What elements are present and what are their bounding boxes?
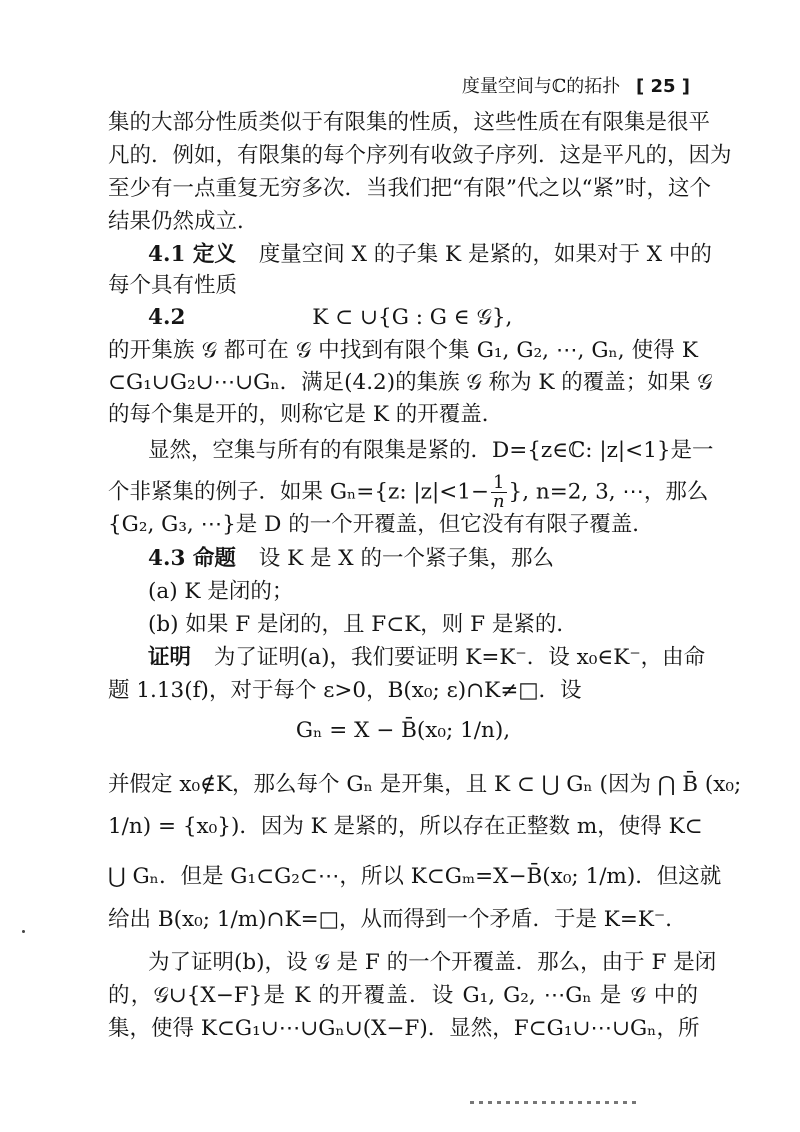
text-line: 结果仍然成立．	[108, 209, 259, 234]
text-line-with-fraction	[108, 472, 709, 512]
text-line: 凡的．例如，有限集的每个序列有收敛子序列．这是平凡的，因为	[108, 143, 732, 168]
display-equation: Gₙ = X − B̄(x₀; 1/n),	[295, 718, 511, 743]
text-line: 为了证明(b)，设 𝒢 是 F 的一个开覆盖．那么，由于 F 是闭	[148, 950, 717, 975]
proposition-item-b: (b) 如果 F 是闭的，且 F⊂K，则 F 是紧的．	[148, 612, 578, 637]
text-line: 集的大部分性质类似于有限集的性质，这些性质在有限集是很平	[108, 110, 711, 135]
equation-label: 4.2	[148, 305, 186, 330]
text-run: {z: |z|<1−	[374, 479, 489, 505]
text-line: 集，使得 K⊂G₁∪⋯∪Gₙ∪(X−F)．显然，F⊂G₁∪⋯∪Gₙ，所	[108, 1016, 700, 1041]
text-line: 至少有一点重复无穷多次．当我们把“有限”代之以“紧”时，这个	[108, 176, 711, 201]
proposition-item-a: (a) K 是闭的；	[148, 579, 294, 604]
text-line: 的开集族 𝒢 都可在 𝒢 中找到有限个集 G₁, G₂, ⋯, Gₙ, 使得 K	[108, 338, 698, 363]
text-line: 题 1.13(f)，对于每个 ε>0，B(x₀; ε)∩K≠□．设	[108, 678, 582, 703]
text-line: {G₂, G₃, ⋯}是 D 的一个开覆盖，但它没有有限子覆盖．	[108, 512, 654, 537]
definition-line	[148, 240, 712, 270]
text-line: ⋃ Gₙ．但是 G₁⊂G₂⊂⋯，所以 K⊂Gₘ=X−B̄(x₀; 1/m)．但这就	[108, 864, 722, 889]
text-line: 1/n) = {x₀})．因为 K 是紧的，所以存在正整数 m，使得 K⊂	[108, 814, 703, 839]
page-number: [ 25 ]	[635, 76, 690, 97]
running-header	[462, 72, 690, 98]
text-line: 的，𝒢∪{X−F}是 K 的开覆盖．设 G₁, G₂, ⋯Gₙ 是 𝒢 中的	[108, 983, 698, 1008]
header-title: 度量空间与ℂ的拓扑	[461, 76, 621, 97]
proof-text: 为了证明(a)，我们要证明 K=K⁻．设 x₀∈K⁻，由命	[213, 645, 706, 670]
proof-line	[148, 643, 706, 673]
proposition-line	[148, 544, 698, 574]
text-run: 个非紧集的例子．如果 Gₙ=	[108, 479, 375, 505]
proof-label: 证明	[148, 645, 192, 670]
text-line: 的每个集是开的，则称它是 K 的开覆盖．	[108, 402, 504, 427]
text-line: 显然，空集与所有的有限集是紧的．D={z∈ℂ: |z|<1}是一	[148, 438, 714, 463]
text-line: 并假定 x₀∉K，那么每个 Gₙ 是开集，且 K ⊂ ⋃ Gₙ (因为 ⋂ B̄ (x₀;	[108, 772, 742, 797]
text-run: }, n=2, 3, ⋯，那么	[508, 479, 709, 505]
scan-artifact	[470, 1101, 640, 1104]
fraction: $\frac{1}{n}$	[492, 472, 505, 512]
proposition-text: 设 K 是 X 的一个紧子集，那么	[258, 546, 554, 571]
text-line: 给出 B(x₀; 1/m)∩K=□，从而得到一个矛盾．于是 K=K⁻．	[108, 907, 687, 932]
equation-body: K ⊂ ∪{G : G ∈ 𝒢},	[312, 305, 513, 330]
definition-label: 4.1 定义	[148, 242, 236, 267]
definition-text: 度量空间 X 的子集 K 是紧的，如果对于 X 中的	[258, 242, 712, 267]
text-line: 每个具有性质	[108, 273, 238, 298]
equation-4-2	[148, 303, 698, 333]
text-line: ⊂G₁∪G₂∪⋯∪Gₙ．满足(4.2)的集族 𝒢 称为 K 的覆盖；如果 𝒢	[108, 370, 713, 395]
scan-artifact	[22, 930, 25, 933]
proposition-label: 4.3 命题	[148, 546, 236, 571]
